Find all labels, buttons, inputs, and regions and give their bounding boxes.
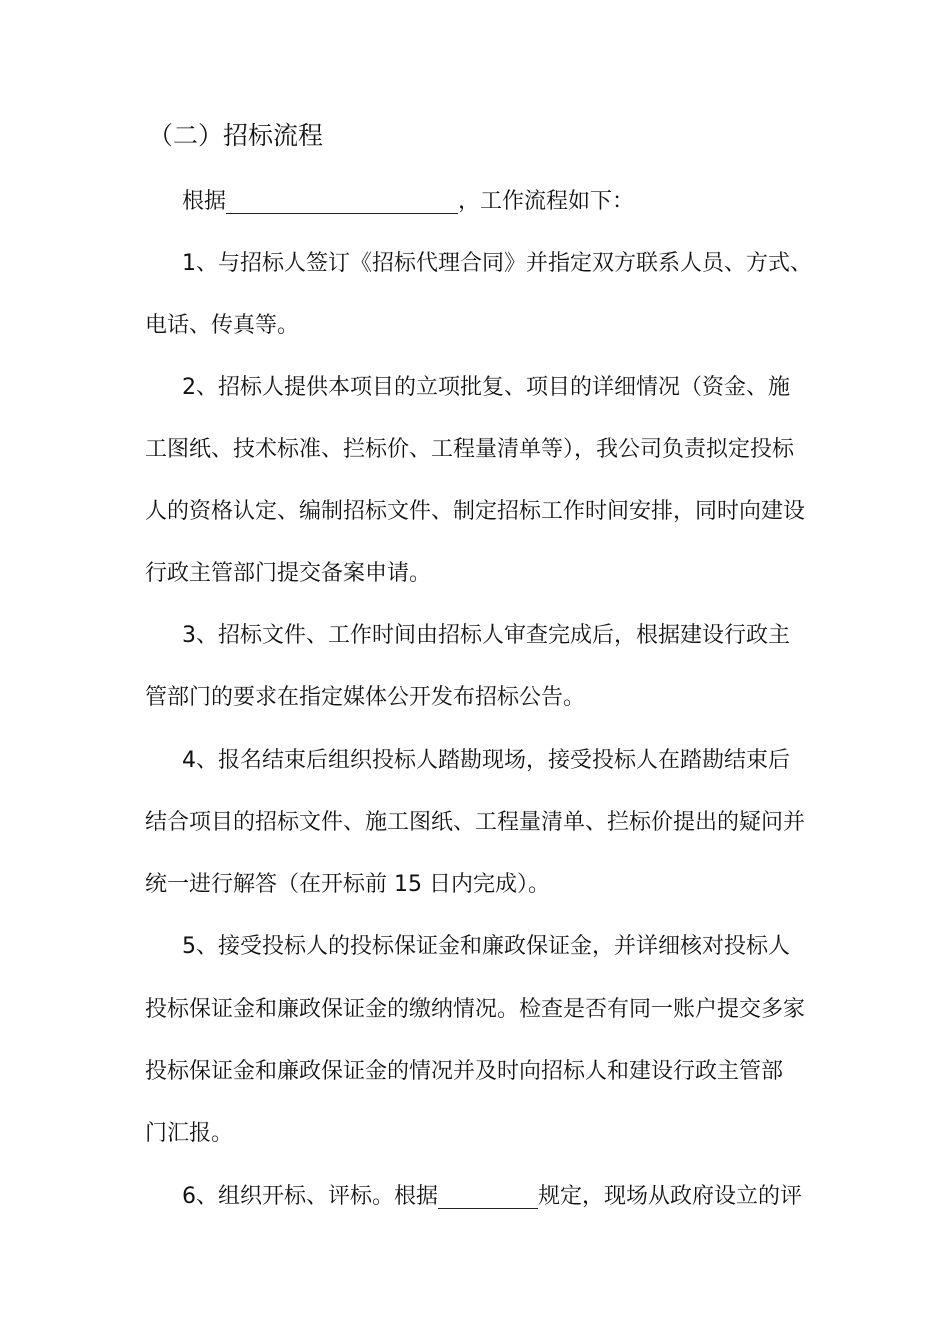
section-heading: （二）招标流程	[148, 121, 324, 150]
paragraph-line: 3、招标文件、工作时间由招标人审查完成后，根据建设行政主	[182, 623, 790, 648]
paragraph-line: 结合项目的招标文件、施工图纸、工程量清单、拦标价提出的疑问并	[145, 810, 806, 835]
paragraph-line: 4、报名结束后组织投标人踏勘现场，接受投标人在踏勘结束后	[182, 748, 790, 773]
last-text-before: 6、组织开标、评标。根据	[182, 1184, 438, 1209]
fill-in-blank	[438, 1186, 538, 1209]
last-line	[182, 1177, 802, 1217]
paragraph-line: 管部门的要求在指定媒体公开发布招标公告。	[145, 685, 586, 710]
paragraph-line: 行政主管部门提交备案申请。	[145, 561, 432, 586]
paragraph-line: 2、招标人提供本项目的立项批复、项目的详细情况（资金、施	[182, 375, 790, 400]
intro-text-after: ，工作流程如下：	[458, 189, 635, 214]
paragraph-line: 电话、传真等。	[145, 313, 300, 338]
fill-in-blank	[226, 191, 458, 214]
paragraph-line: 门汇报。	[145, 1121, 234, 1146]
paragraph-line: 投标保证金和廉政保证金的缴纳情况。检查是否有同一账户提交多家	[145, 997, 806, 1022]
last-text-after: 规定，现场从政府设立的评	[538, 1184, 803, 1209]
paragraph-line: 1、与招标人签订《招标代理合同》并指定双方联系人员、方式、	[182, 251, 812, 276]
paragraph-line: 投标保证金和廉政保证金的情况并及时向招标人和建设行政主管部	[145, 1059, 784, 1084]
paragraph-line: 统一进行解答（在开标前 15 日内完成）。	[145, 872, 550, 897]
paragraph-line: 5、接受投标人的投标保证金和廉政保证金，并详细核对投标人	[182, 934, 790, 959]
paragraph-line: 工图纸、技术标准、拦标价、工程量清单等），我公司负责拟定投标	[145, 437, 795, 462]
intro-line	[182, 182, 634, 222]
intro-text-before: 根据	[182, 189, 227, 214]
paragraph-line: 人的资格认定、编制招标文件、制定招标工作时间安排，同时向建设	[145, 499, 806, 524]
